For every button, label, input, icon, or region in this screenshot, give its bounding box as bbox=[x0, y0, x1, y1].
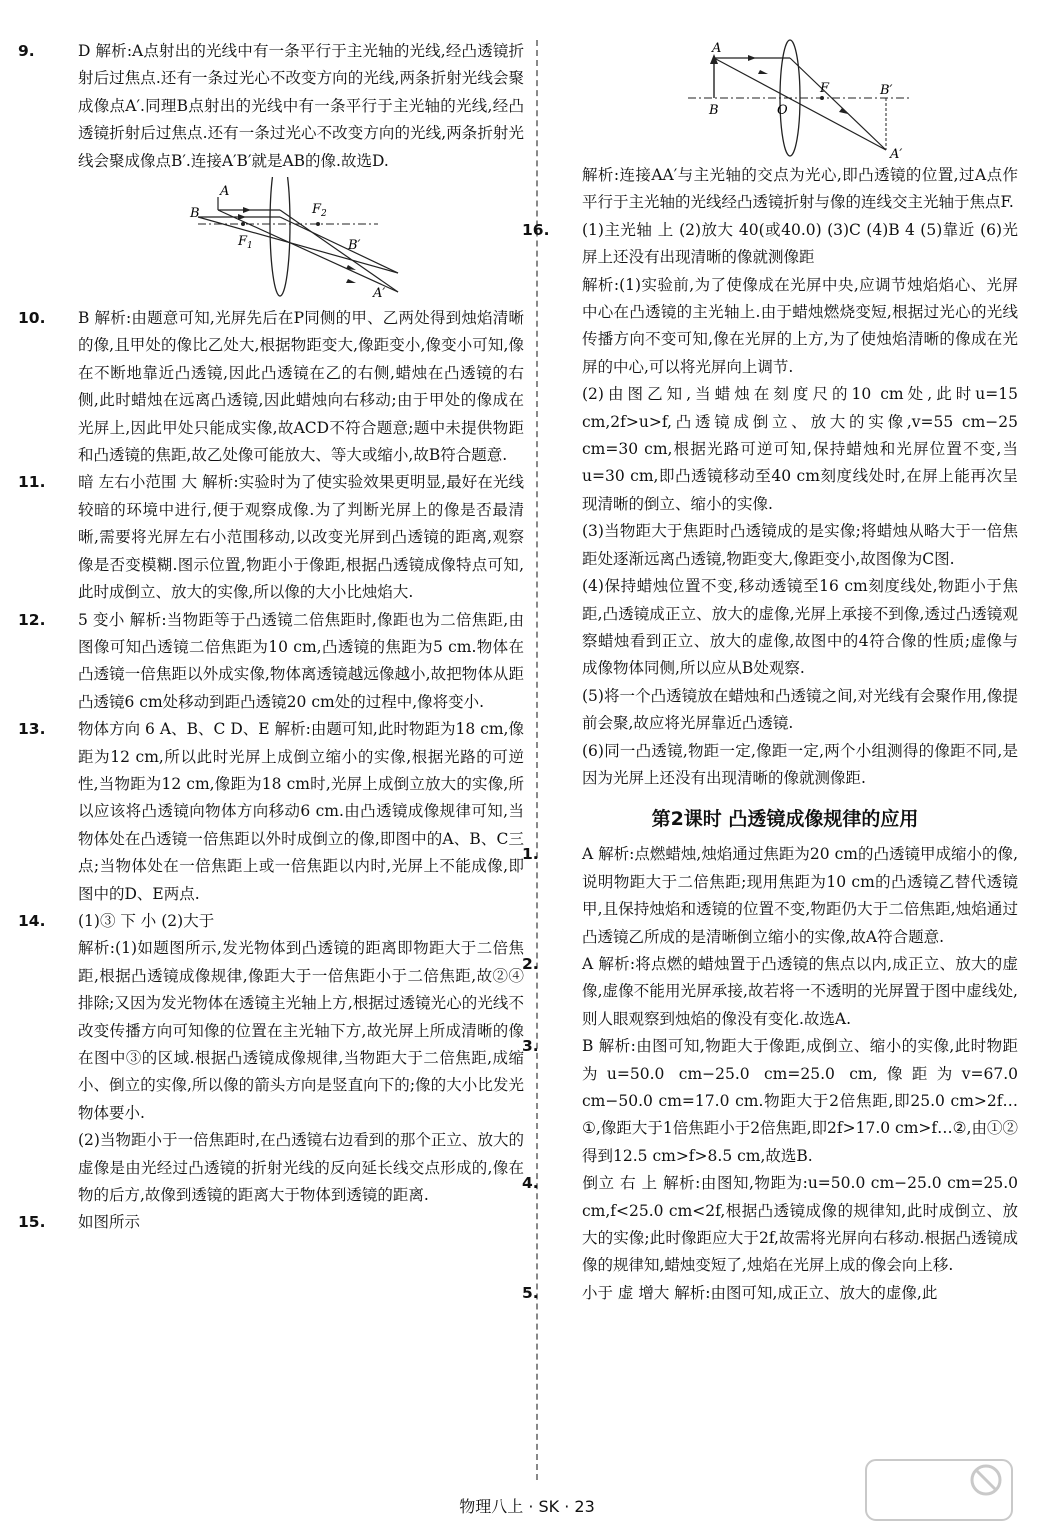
right-column bbox=[522, 38, 1018, 1307]
page-footer: 物理八上 · SK · 23 bbox=[459, 1497, 595, 1516]
answer-number: 16. bbox=[522, 220, 550, 239]
section-answer-5 bbox=[522, 1280, 1018, 1307]
section-answer-4 bbox=[522, 1170, 1018, 1280]
answer-text: 小于 虚 增大 解析:由图可知,成正立、放大的虚像,此 bbox=[582, 1283, 938, 1302]
answer-number: 10. bbox=[18, 309, 46, 328]
answer-11 bbox=[18, 469, 524, 606]
answer-16 bbox=[522, 217, 1018, 272]
label-F: F bbox=[820, 81, 830, 96]
left-column bbox=[18, 38, 524, 1237]
answer-16-explanation-4: (4)保持蜡烛位置不变,移动透镜至16 cm刻度线处,物距小于焦距,凸透镜成正立、放大的虚像,光屏上承接不到像,透过凸透镜观察蜡烛看到正立、放大的虚像,故图中的4符合像的性质;虚像与成像物体同侧,所以应从B处观察. bbox=[582, 577, 1018, 678]
answer-15 bbox=[18, 1209, 524, 1236]
answer-number: 12. bbox=[18, 610, 46, 629]
answer-text: 暗 左右小范围 大 解析:实验时为了使实验效果更明显,最好在光线较暗的环境中进行,便于观察成像.为了判断光屏上的像是否最清晰,需要将光屏左右小范围移动,以改变光屏到凸透镜的距离,观察像是否变模糊.图示位置,物距小于像距,根据凸透镜成像特点可知,此时成倒立、放大的实像,所以像的大小比烛焰大. bbox=[78, 473, 524, 602]
label-F1: $F_1$ bbox=[238, 234, 253, 252]
label-O: O bbox=[777, 103, 788, 118]
answer-15-explanation: 解析:连接AA′与主光轴的交点为光心,即凸透镜的位置,过A点作平行于主光轴的光线经凸透镜折射与像的连线交主光轴于焦点F. bbox=[582, 166, 1018, 212]
answer-16-explanation-3: (3)当物距大于焦距时凸透镜成的是实像;将蜡烛从略大于一倍焦距处逐渐远离凸透镜,物距变大,像距变小,故图像为C图. bbox=[582, 522, 1018, 568]
answer-number: 11. bbox=[18, 473, 46, 492]
label-B-prime: B′ bbox=[348, 238, 361, 254]
answer-14-explanation-1: 解析:(1)如题图所示,发光物体到凸透镜的距离即物距大于二倍焦距,根据凸透镜成像规律,像距大于一倍焦距小于二倍焦距,故②④排除;又因为发光物体在透镜主光轴上方,根据过透镜光心的光线不改变传播方向可知像的位置在主光轴下方,故光屏上所成清晰的像在图中③的区域.根据凸透镜成像规律,当物距大于二倍焦距,成缩小、倒立的实像,所以像的箭头方向是竖直向下的;像的大小比发光物体要小. bbox=[78, 939, 524, 1122]
answer-12 bbox=[18, 607, 524, 717]
label-A-prime: A′ bbox=[890, 147, 903, 162]
section-title: 第2课时 凸透镜成像规律的应用 bbox=[651, 808, 919, 831]
label-B-prime: B′ bbox=[880, 83, 893, 98]
answer-text: A 解析:将点燃的蜡烛置于凸透镜的焦点以内,成正立、放大的虚像,虚像不能用光屏承接,故若将一不透明的光屏置于图中虚线处,则人眼观察到烛焰的像没有变化.故选A. bbox=[582, 954, 1018, 1028]
answer-number: 13. bbox=[18, 720, 46, 739]
column-divider bbox=[536, 40, 538, 1480]
answer-16-explanation-1: 解析:(1)实验前,为了使像成在光屏中央,应调节烛焰焰心、光屏中心在凸透镜的主光轴上.由于蜡烛燃烧变短,根据过光心的光线传播方向不变可知,像在光屏的上方,为了使烛焰清晰的像成在光屏的中心,可以将光屏向上调节. bbox=[582, 275, 1018, 376]
answer-text: B 解析:由图可知,物距大于像距,成倒立、缩小的实像,此时物距为u=50.0 cm−25.0 cm=25.0 cm,像距为v=67.0 cm−50.0 cm=17.0 cm.物距大于2倍焦距,即25.0 cm>2f…①,像距大于1倍焦距小于2倍焦距,即2f>17.0 cm>f…②,由①②得到12.5 cm>f>8.5 cm,故选B. bbox=[582, 1037, 1018, 1165]
label-A-prime: A′ bbox=[373, 286, 386, 302]
answer-text: (1)主光轴 上 (2)放大 40(或40.0) (3)C (4)B 4 (5)靠近 (6)光屏上还没有出现清晰的像就测像距 bbox=[582, 220, 1018, 267]
answer-text: B 解析:由题意可知,光屏先后在P同侧的甲、乙两处得到烛焰清晰的像,且甲处的像比乙处大,根据物距变大,像距变小,像变小可知,像在不断地靠近凸透镜,因此凸透镜在乙的右侧,蜡烛在凸透镜的右侧,此时蜡烛在远离凸透镜,因此蜡烛向右移动;由于甲处的像成在光屏上,因此甲处只能成实像,故ACD不符合题意;题中未提供物距和凸透镜的焦距,故乙处像可能放大、等大或缩小,故B符合题意. bbox=[78, 309, 524, 465]
answer-number: 5. bbox=[522, 1283, 539, 1302]
answer-10 bbox=[18, 305, 524, 469]
answer-13 bbox=[18, 716, 524, 908]
answer-number: 2. bbox=[522, 954, 539, 973]
label-B: B bbox=[190, 206, 200, 222]
label-A: A bbox=[220, 184, 230, 200]
answer-text: 5 变小 解析:当物距等于凸透镜二倍焦距时,像距也为二倍焦距,由图像可知凸透镜二倍焦距为10 cm,凸透镜的焦距为5 cm.物体在凸透镜一倍焦距以外成实像,物体离透镜越远像越小,故把物体从距凸透镜6 cm处移动到距凸透镜20 cm处的过程中,像将变小. bbox=[78, 610, 524, 711]
answer-text: D 解析:A点射出的光线中有一条平行于主光轴的光线,经凸透镜折射后过焦点.还有一条过光心不改变方向的光线,两条折射光线会聚成像点A′.同理B点射出的光线中有一条平行于主光轴的光线,经凸透镜折射后过焦点.还有一条过光心不改变方向的光线,两条折射光线会聚成像点B′.连接A′B′就是AB的像.故选D. bbox=[78, 42, 524, 170]
answer-number: 1. bbox=[522, 845, 539, 864]
section-answer-2 bbox=[522, 951, 1018, 1033]
section-answer-1 bbox=[522, 841, 1018, 951]
answer-number: 9. bbox=[18, 42, 35, 60]
label-B: B bbox=[709, 103, 719, 118]
lens-ray-diagram-9 bbox=[48, 177, 524, 301]
label-A: A bbox=[712, 41, 722, 56]
answer-number: 4. bbox=[522, 1174, 539, 1193]
answer-text: 如图所示 bbox=[78, 1213, 141, 1232]
answer-9 bbox=[18, 38, 524, 175]
answer-14 bbox=[18, 908, 524, 935]
section-answer-3 bbox=[522, 1033, 1018, 1170]
lens-ray-diagram-15 bbox=[552, 38, 1018, 162]
answer-text: 倒立 右 上 解析:由图知,物距为:u=50.0 cm−25.0 cm=25.0 cm,f<25.0 cm<2f,根据凸透镜成像的规律知,此时成倒立、放大的实像;此时像距应大于2f,故需将光屏向右移动.根据凸透镜成像的规律知,蜡烛变短了,烛焰在光屏上成的像会向上移. bbox=[582, 1174, 1018, 1275]
label-F2: $F_2$ bbox=[312, 202, 327, 220]
answer-number: 3. bbox=[522, 1037, 539, 1056]
answer-16-explanation-5: (5)将一个凸透镜放在蜡烛和凸透镜之间,对光线有会聚作用,像提前会聚,故应将光屏靠近凸透镜. bbox=[582, 686, 1018, 733]
answer-number: 14. bbox=[18, 911, 46, 930]
answer-text: 物体方向 6 A、B、C D、E 解析:由题可知,此时物距为18 cm,像距为12 cm,所以此时光屏上成倒立缩小的实像,根据光路的可逆性,当物距为12 cm,像距为18 cm时,光屏上成倒立放大的实像,所以应该将凸透镜向物体方向移动6 cm.由凸透镜成像规律可知,当物体处在凸透镜一倍焦距以外时成倒立的像,即图中的A、B、C三点;当物体处在一倍焦距上或一倍焦距以内时,光屏上不能成像,即图中的D、E两点. bbox=[78, 720, 524, 903]
answer-text: A 解析:点燃蜡烛,烛焰通过焦距为20 cm的凸透镜甲成缩小的像,说明物距大于二倍焦距;现用焦距为10 cm的凸透镜乙替代透镜甲,且保持烛焰和透镜的位置不变,物距仍大于二倍焦距,烛焰通过凸透镜乙所成的是清晰倒立缩小的实像,故A符合题意. bbox=[582, 845, 1018, 946]
answer-16-explanation-2: (2)由图乙知,当蜡烛在刻度尺的10 cm处,此时u=15 cm,2f>u>f,凸透镜成倒立、放大的实像,v=55 cm−25 cm=30 cm,根据光路可逆可知,保持蜡烛和光屏位置不变,当u=30 cm,即凸透镜移动至40 cm刻度线处时,在屏上能再次呈现清晰的倒立、缩小的实像. bbox=[582, 385, 1018, 513]
answer-text: (1)③ 下 小 (2)大于 bbox=[78, 911, 215, 930]
watermark-logo bbox=[864, 1458, 1014, 1522]
answer-number: 15. bbox=[18, 1213, 46, 1232]
answer-16-explanation-6: (6)同一凸透镜,物距一定,像距一定,两个小组测得的像距不同,是因为光屏上还没有出现清晰的像就测像距. bbox=[582, 741, 1018, 787]
answer-14-explanation-2: (2)当物距小于一倍焦距时,在凸透镜右边看到的那个正立、放大的虚像是由光经过凸透镜的折射光线的反向延长线交点形成的,像在物的后方,故像到透镜的距离大于物体到透镜的距离. bbox=[78, 1131, 524, 1205]
